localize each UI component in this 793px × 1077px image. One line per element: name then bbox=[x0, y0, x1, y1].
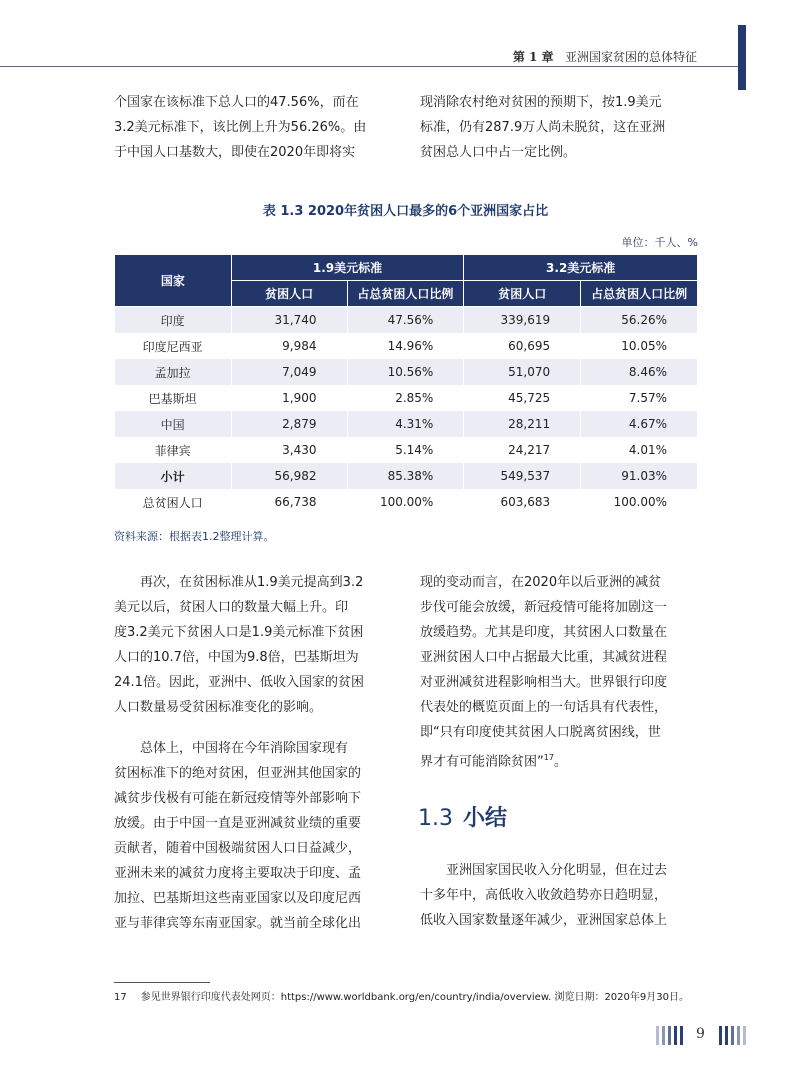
cell-poor-3-2: 28,211 bbox=[464, 411, 581, 437]
cell-share-1-9: 47.56% bbox=[347, 307, 464, 334]
table-row bbox=[115, 411, 698, 437]
cell-poor-3-2: 60,695 bbox=[464, 333, 581, 359]
cell-share-1-9: 14.96% bbox=[347, 333, 464, 359]
left-column bbox=[114, 570, 392, 936]
text-line: 总体上，中国将在今年消除国家现有 bbox=[140, 741, 349, 756]
text-fragment: 。 bbox=[553, 754, 567, 770]
cell-share-1-9: 10.56% bbox=[347, 359, 464, 385]
text-line: 于中国人口基数大，即使在2020年即将实 bbox=[114, 145, 356, 160]
cell-country: 印度 bbox=[115, 307, 232, 334]
text-line: 现的变动而言，在2020年以后亚洲的减贫 bbox=[420, 575, 662, 590]
text-line: 标准，仍有287.9万人尚未脱贫，这在亚洲 bbox=[420, 120, 666, 135]
top-right-paragraph bbox=[420, 90, 698, 165]
right-column bbox=[420, 570, 698, 774]
text-line: 亚洲国家国民收入分化明显，但在过去 bbox=[446, 863, 668, 878]
cell-country: 孟加拉 bbox=[115, 359, 232, 385]
section-title: 小结 bbox=[463, 806, 508, 831]
table-title: 表 1.3 2020年贫困人口最多的6个亚洲国家占比 bbox=[262, 204, 549, 219]
cell-share-1-9: 5.14% bbox=[347, 437, 464, 463]
page-ornament-left bbox=[656, 1026, 683, 1045]
cell-poor-3-2: 51,070 bbox=[464, 359, 581, 385]
cell-poor-1-9: 9,984 bbox=[231, 333, 347, 359]
header-group-1-9: 1.9美元标准 bbox=[231, 255, 464, 281]
subheader-poor: 贫困人口 bbox=[464, 281, 581, 307]
text-line: 十多年中，高低收入收敛趋势亦日趋明显， bbox=[420, 888, 668, 903]
cell-poor-3-2: 339,619 bbox=[464, 307, 581, 334]
cell-poor-1-9: 3,430 bbox=[231, 437, 347, 463]
cell-poor-1-9: 2,879 bbox=[231, 411, 347, 437]
subheader-poor: 贫困人口 bbox=[231, 281, 347, 307]
text-line: 个国家在该标准下总人口的47.56%，而在 bbox=[114, 95, 359, 110]
text-line: 美元以后，贫困人口的数量大幅上升。印 bbox=[114, 600, 349, 615]
cell-poor-3-2: 549,537 bbox=[464, 463, 581, 489]
chapter-number: 第 1 章 bbox=[512, 50, 554, 64]
cell-poor-1-9: 56,982 bbox=[231, 463, 347, 489]
top-left-paragraph bbox=[114, 90, 392, 165]
cell-poor-3-2: 603,683 bbox=[464, 489, 581, 515]
text-line: 贫困标准下的绝对贫困，但亚洲其他国家的 bbox=[114, 766, 362, 781]
table-row bbox=[115, 437, 698, 463]
subheader-share: 占总贫困人口比例 bbox=[347, 281, 464, 307]
header-rule bbox=[0, 66, 746, 67]
table-row bbox=[115, 307, 698, 334]
cell-share-1-9: 2.85% bbox=[347, 385, 464, 411]
text-line: 人口的10.7倍，中国为9.8倍，巴基斯坦为 bbox=[114, 650, 359, 665]
table-row bbox=[115, 385, 698, 411]
footnote-ref[interactable]: 17 bbox=[543, 753, 554, 762]
cell-country: 巴基斯坦 bbox=[115, 385, 232, 411]
cell-share-1-9: 85.38% bbox=[347, 463, 464, 489]
cell-country: 印度尼西亚 bbox=[115, 333, 232, 359]
section-heading bbox=[418, 801, 507, 832]
text-line: 亚与菲律宾等东南亚国家。就当前全球化出 bbox=[114, 916, 362, 931]
text-line: 即“只有印度使其贫困人口脱离贫困线，世 bbox=[420, 725, 661, 740]
cell-poor-1-9: 7,049 bbox=[231, 359, 347, 385]
text-line: 24.1倍。因此，亚洲中、低收入国家的贫困 bbox=[114, 675, 364, 690]
cell-share-3-2: 56.26% bbox=[581, 307, 698, 334]
text-line: 对亚洲减贫进程影响相当大。世界银行印度 bbox=[420, 675, 668, 690]
footnote-text: 参见世界银行印度代表处网页：https://www.worldbank.org/en/country/india/overview. 浏览日期：2020年9月30日。 bbox=[140, 992, 689, 1003]
section-number: 1.3 bbox=[418, 806, 453, 831]
cell-poor-1-9: 1,900 bbox=[231, 385, 347, 411]
cell-country: 菲律宾 bbox=[115, 437, 232, 463]
header-group-3-2: 3.2美元标准 bbox=[464, 255, 698, 281]
cell-poor-1-9: 66,738 bbox=[231, 489, 347, 515]
text-line: 人口数量易受贫困标准变化的影响。 bbox=[114, 700, 323, 715]
header-accent-bar bbox=[738, 25, 746, 90]
table-unit: 单位：千人、% bbox=[621, 236, 698, 249]
page-ornament-right bbox=[719, 1026, 746, 1045]
text-line: 放缓趋势。尤其是印度，其贫困人口数量在 bbox=[420, 625, 668, 640]
text-line: 减贫步伐极有可能在新冠疫情等外部影响下 bbox=[114, 791, 362, 806]
text-line bbox=[420, 745, 698, 774]
cell-share-3-2: 7.57% bbox=[581, 385, 698, 411]
table-source: 资料来源：根据表1.2整理计算。 bbox=[114, 530, 275, 543]
cell-share-3-2: 91.03% bbox=[581, 463, 698, 489]
table-row-total bbox=[115, 489, 698, 515]
table-row bbox=[115, 359, 698, 385]
subheader-share: 占总贫困人口比例 bbox=[581, 281, 698, 307]
table-row-subtotal bbox=[115, 463, 698, 489]
cell-share-3-2: 4.01% bbox=[581, 437, 698, 463]
header-country: 国家 bbox=[115, 255, 232, 307]
cell-poor-1-9: 31,740 bbox=[231, 307, 347, 334]
poverty-table bbox=[114, 254, 698, 515]
footnote-rule bbox=[114, 982, 210, 983]
cell-country: 小计 bbox=[115, 463, 232, 489]
text-line: 代表处的概览页面上的一句话具有代表性， bbox=[420, 700, 668, 715]
cell-share-1-9: 4.31% bbox=[347, 411, 464, 437]
text-line: 低收入国家数量逐年减少，亚洲国家总体上 bbox=[420, 913, 668, 928]
text-line: 步伐可能会放缓，新冠疫情可能将加剧这一 bbox=[420, 600, 668, 615]
text-line: 度3.2美元下贫困人口是1.9美元标准下贫困 bbox=[114, 625, 364, 640]
cell-poor-3-2: 45,725 bbox=[464, 385, 581, 411]
cell-share-3-2: 10.05% bbox=[581, 333, 698, 359]
text-line: 放缓。由于中国一直是亚洲减贫业绩的重要 bbox=[114, 816, 362, 831]
cell-share-3-2: 100.00% bbox=[581, 489, 698, 515]
page-number: 9 bbox=[696, 1026, 705, 1042]
table-row bbox=[115, 333, 698, 359]
cell-country: 总贫困人口 bbox=[115, 489, 232, 515]
cell-poor-3-2: 24,217 bbox=[464, 437, 581, 463]
footnote bbox=[114, 988, 689, 1003]
text-line: 亚洲贫困人口中占据最大比重，其减贫进程 bbox=[420, 650, 668, 665]
text-line: 3.2美元标准下，该比例上升为56.26%。由 bbox=[114, 120, 367, 135]
text-line: 加拉、巴基斯坦这些南亚国家以及印度尼西 bbox=[114, 891, 362, 906]
text-line: 再次，在贫困标准从1.9美元提高到3.2 bbox=[140, 575, 364, 590]
running-header bbox=[513, 48, 697, 65]
cell-share-3-2: 8.46% bbox=[581, 359, 698, 385]
text-line: 贫困总人口中占一定比例。 bbox=[420, 145, 577, 160]
cell-share-1-9: 100.00% bbox=[347, 489, 464, 515]
chapter-title: 亚洲国家贫困的总体特征 bbox=[564, 50, 697, 64]
text-fragment: 界才有可能消除贫困” bbox=[420, 754, 544, 770]
text-line: 贡献者，随着中国极端贫困人口日益减少， bbox=[114, 841, 362, 856]
text-line: 亚洲未来的减贫力度将主要取决于印度、孟 bbox=[114, 866, 362, 881]
right-column-summary bbox=[420, 858, 698, 933]
cell-country: 中国 bbox=[115, 411, 232, 437]
cell-share-3-2: 4.67% bbox=[581, 411, 698, 437]
footnote-number: 17 bbox=[114, 992, 127, 1003]
text-line: 现消除农村绝对贫困的预期下，按1.9美元 bbox=[420, 95, 662, 110]
